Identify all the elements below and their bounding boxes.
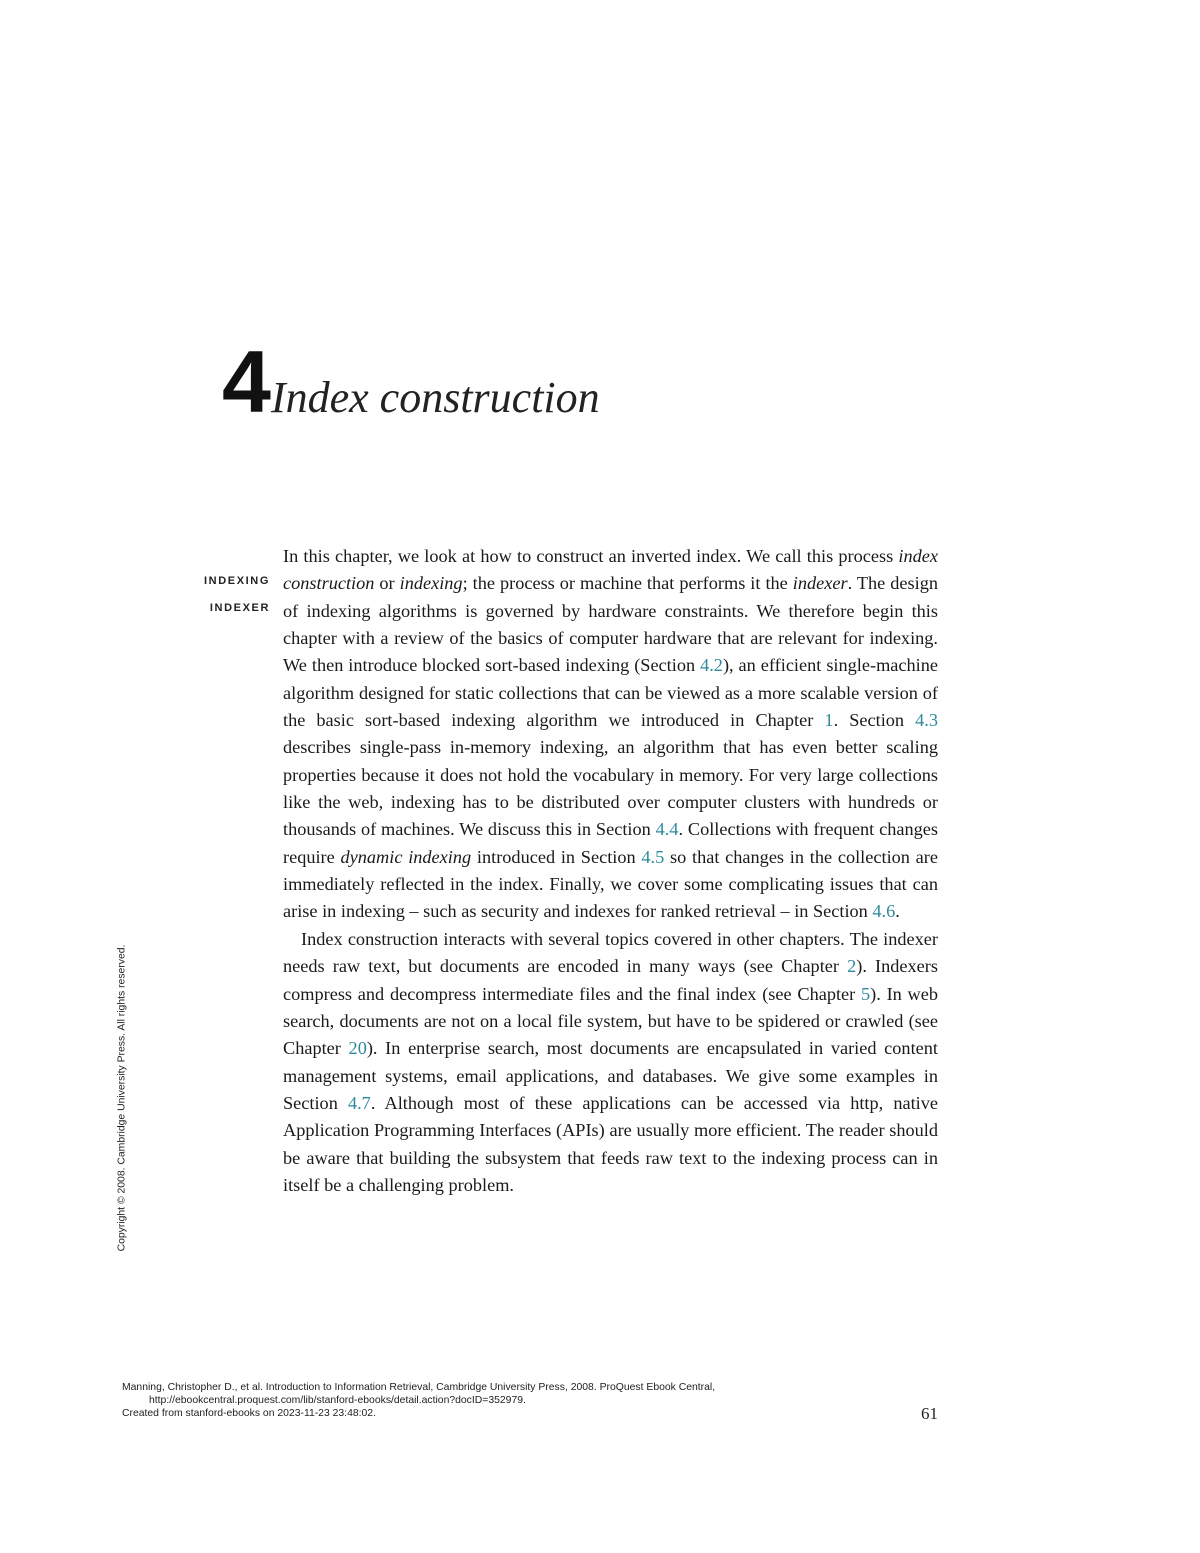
chapter-heading [222, 332, 600, 431]
section-link-4-2[interactable]: 4.2 [700, 655, 723, 676]
citation-url[interactable]: http://ebookcentral.proquest.com/lib/stanford-ebooks/detail.action?docID=352979. [149, 1395, 526, 1407]
term-index-construction: index construction [283, 546, 938, 594]
section-link-4-6[interactable]: 4.6 [872, 901, 896, 922]
margin-term-indexing: INDEXING [204, 575, 270, 587]
term-dynamic-indexing: dynamic indexing [340, 846, 472, 867]
citation-text: Manning, Christopher D., et al. Introduction to Information Retrieval, Cambridge University Press, 2008. ProQuest Ebook Central, [122, 1382, 716, 1393]
section-link-4-5[interactable]: 4.5 [641, 846, 665, 867]
paragraph-intro: In this chapter, we look at how to construct an inverted index. We call this process index construction or indexing; the process or machine that performs it the indexer. The design of indexing algorithms is governed by hardware constraints. We therefore begin this chapter with a review of the basics of computer hardware that are relevant for indexing. We then introduce blocked sort-based indexing (Section 4.2), an efficient single-machine algorithm designed for static collections that can be viewed as a more scalable version of the basic sort-based indexing algorithm we introduced in Chapter 1. Section 4.3 describes single-pass in-memory indexing, an algorithm that has even better scaling properties because it does not hold the vocabulary in memory. For very large collections like the web, indexing has to be distributed over computer clusters with hundreds or thousands of machines. We discuss this in Section 4.4. Collections with frequent changes require dynamic indexing introduced in Section 4.5 so that changes in the collection are immediately reflected in the index. Finally, we cover some complicating issues that can arise in indexing – such as security and indexes for ranked retrieval – in Section 4.6. [283, 546, 938, 922]
term-indexer: indexer [792, 573, 848, 594]
chapter-link-5[interactable]: 5 [861, 983, 871, 1004]
paragraph-context: Index construction interacts with several topics covered in other chapters. The indexer needs raw text, but documents are encoded in many ways (see Chapter 2). Indexers compress and decompress intermediate files and the final index (see Chapter 5). In web search, documents are not on a local file system, but have to be spidered or crawled (see Chapter 20). In enterprise search, most documents are encapsulated in varied content management systems, email applications, and databases. We give some examples in Section 4.7. Although most of these applications can be accessed via http, native Application Programming Interfaces (APIs) are usually more efficient. The reader should be aware that building the subsystem that feeds raw text to the indexing process can in itself be a challenging problem. [283, 928, 939, 1195]
chapter-link-20[interactable]: 20 [348, 1038, 367, 1059]
chapter-link-1[interactable]: 1 [824, 710, 834, 731]
section-link-4-7[interactable]: 4.7 [347, 1092, 371, 1113]
chapter-link-2[interactable]: 2 [847, 956, 857, 977]
chapter-number: 4 [222, 332, 269, 431]
term-indexing: indexing [399, 573, 463, 594]
footer-citation [122, 1381, 715, 1421]
chapter-body [283, 543, 938, 1199]
section-link-4-4[interactable]: 4.4 [655, 819, 679, 840]
created-stamp: Created from stanford-ebooks on 2023-11-23 23:48:02. [122, 1408, 376, 1420]
page-number: 61 [921, 1404, 938, 1423]
section-link-4-3[interactable]: 4.3 [915, 710, 938, 731]
copyright-notice: Copyright © 2008. Cambridge University Press. All rights reserved. [116, 944, 128, 1252]
margin-term-indexer: INDEXER [209, 602, 270, 614]
chapter-title: Index construction [270, 373, 600, 422]
